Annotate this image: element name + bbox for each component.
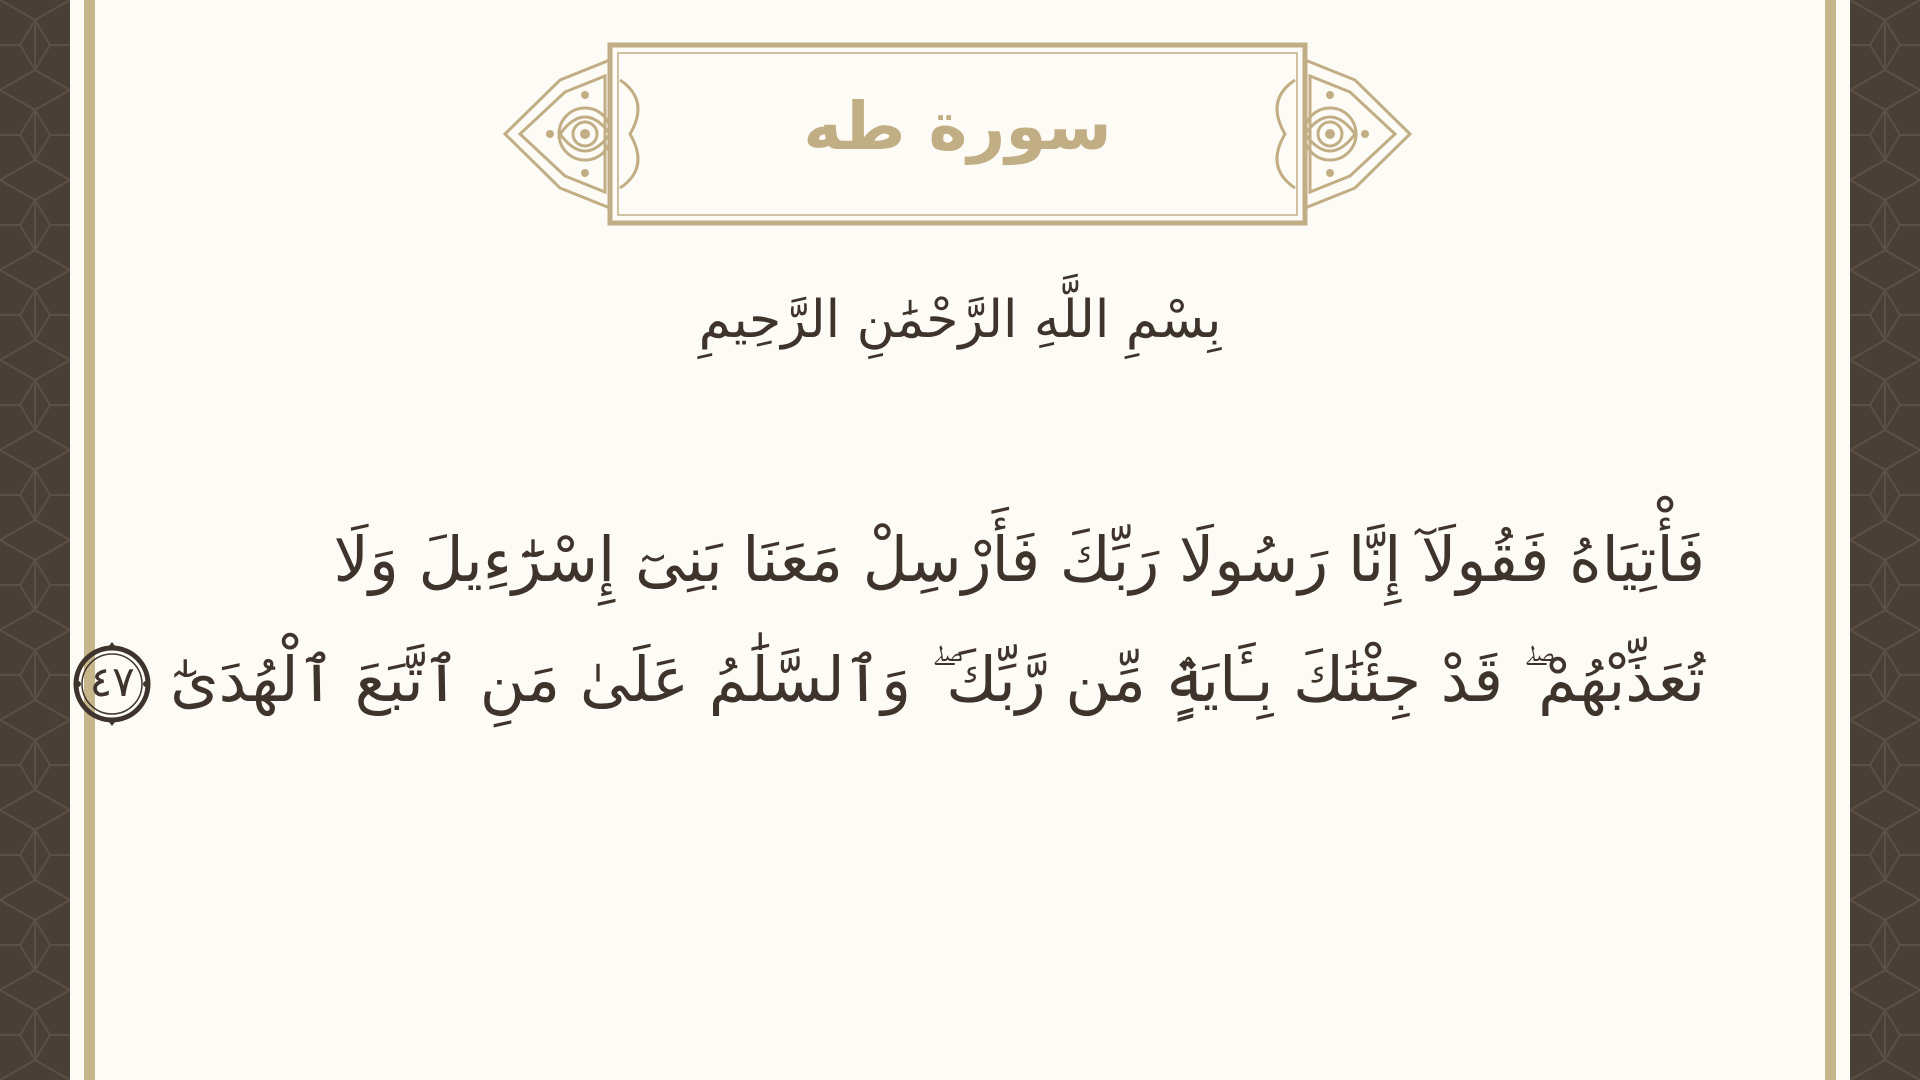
- right-border-pattern: [1850, 0, 1920, 1080]
- surah-title: سورة طه: [803, 88, 1112, 165]
- surah-header-frame: [500, 40, 1415, 230]
- verse-line-1: فَأْتِيَاهُ فَقُولَآ إِنَّا رَسُولَا رَبِّكَ فَأَرْسِلْ مَعَنَا بَنِىٓ إِسْرَٰٓءِيلَ وَلَا: [333, 523, 1705, 596]
- left-border-pattern: [0, 0, 70, 1080]
- gold-border-right: [1825, 0, 1836, 1080]
- basmala: بِسْمِ اللَّهِ الرَّحْمَٰنِ الرَّحِيمِ: [698, 290, 1222, 350]
- page-margin-left: [70, 0, 84, 1080]
- page-margin-right: [1836, 0, 1850, 1080]
- ayah-end-marker: [68, 640, 156, 728]
- verse-line-2-text: تُعَذِّبْهُمْ ۖ قَدْ جِئْنَٰكَ بِـَٔايَةٍۢ مِّن رَّبِّكَ ۖ وَٱلسَّلَٰمُ عَلَىٰ مَنِ ٱتَّبَعَ ٱلْهُدَىٰٓ: [170, 643, 1705, 716]
- verse-line-2: [89, 620, 1705, 740]
- mushaf-page: [89, 0, 1825, 1080]
- verse-text: [89, 500, 1705, 740]
- gold-border-left: [84, 0, 95, 1080]
- ayah-number: ٤٧: [89, 656, 135, 706]
